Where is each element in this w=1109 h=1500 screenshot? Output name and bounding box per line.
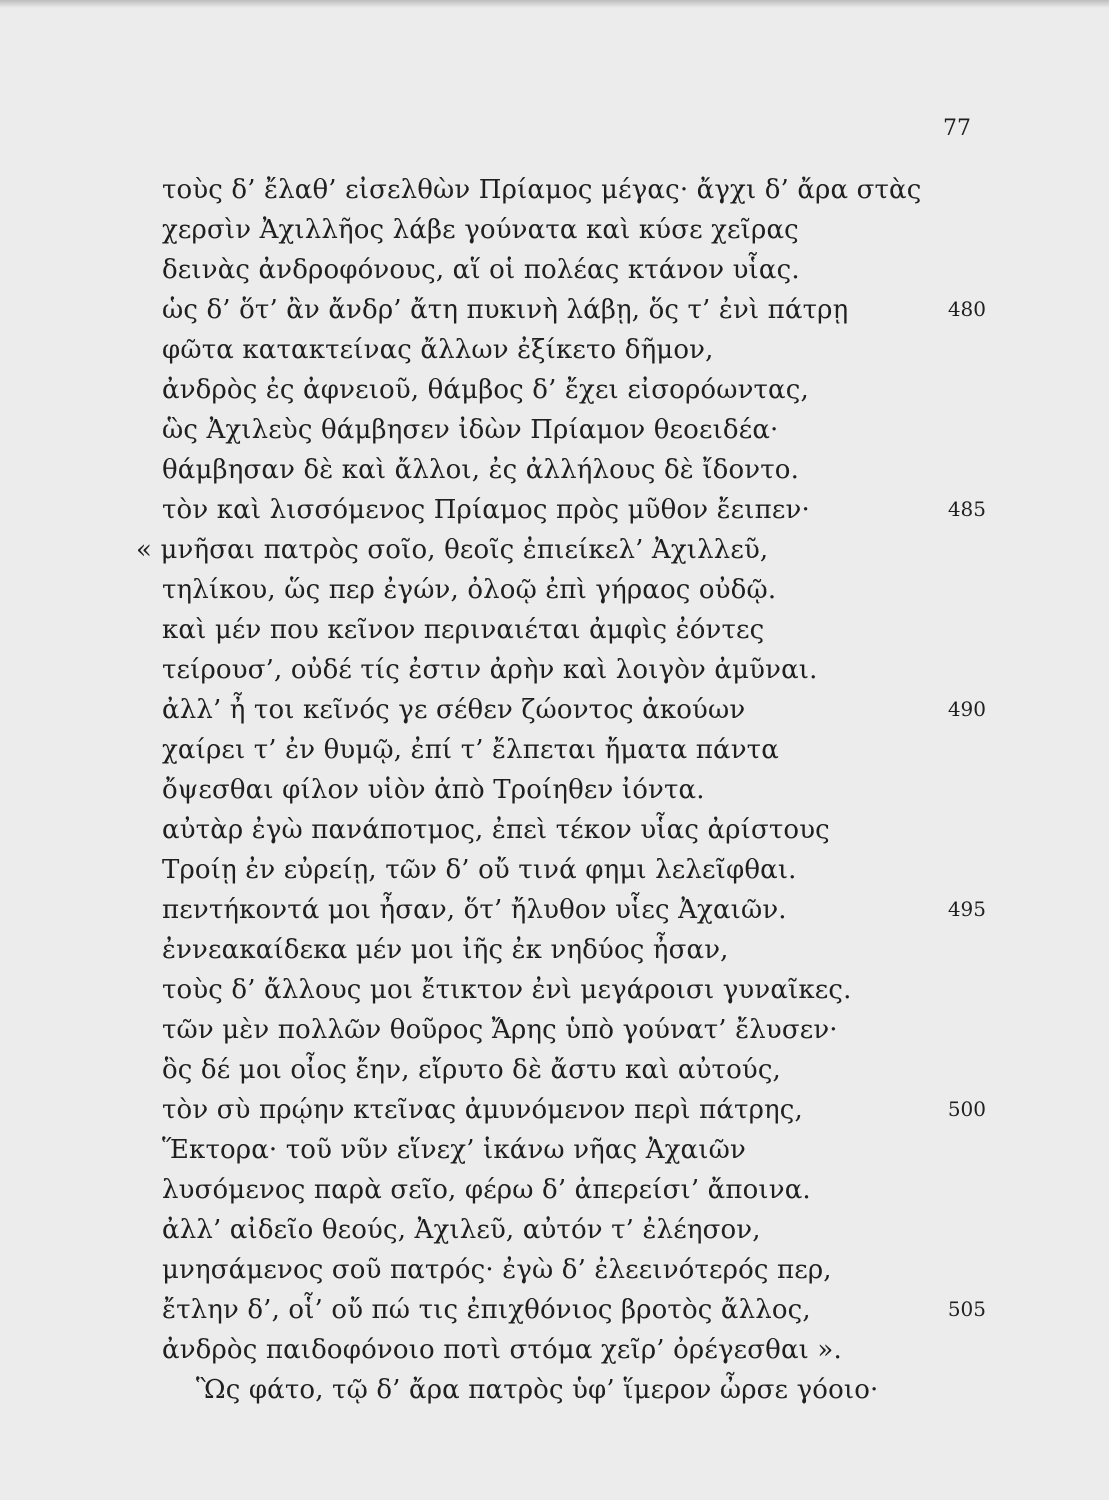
verse-line	[0, 650, 1109, 690]
verse-line	[0, 1010, 1109, 1050]
verse-line	[0, 250, 1109, 290]
verse-text: τὸν σὺ πρῴην κτεῖνας ἀμυνόμενον περὶ πάτρης,	[162, 1095, 803, 1125]
verse-text: ὡς δ’ ὅτ’ ἂν ἄνδρ’ ἄτη πυκινὴ λάβῃ, ὅς τ’ ἐνὶ πάτρῃ	[162, 295, 849, 325]
verse-line	[0, 730, 1109, 770]
verse-line	[0, 450, 1109, 490]
page-number: 77	[943, 116, 971, 141]
verse-line	[0, 1050, 1109, 1090]
verse-line	[0, 370, 1109, 410]
verse-line	[0, 970, 1109, 1010]
verse-line	[0, 890, 1109, 930]
verse-line	[0, 170, 1109, 210]
verse-text: ἀλλ’ αἰδεῖο θεούς, Ἀχιλεῦ, αὐτόν τ’ ἐλέησον,	[162, 1215, 761, 1245]
verse-text: ἔτλην δ’, οἷ’ οὔ πώ τις ἐπιχθόνιος βροτὸς ἄλλος,	[162, 1295, 811, 1325]
verse-text: τὸν καὶ λισσόμενος Πρίαμος πρὸς μῦθον ἔειπεν·	[162, 495, 810, 525]
verse-text: Ἕκτορα· τοῦ νῦν εἵνεχ’ ἱκάνω νῆας Ἀχαιῶν	[162, 1135, 746, 1165]
line-number: 500	[947, 1097, 986, 1121]
verse-line	[0, 610, 1109, 650]
verse-line	[0, 1250, 1109, 1290]
verse-line	[0, 410, 1109, 450]
verse-line	[0, 1370, 1109, 1410]
verse-line	[0, 1290, 1109, 1330]
line-number: 480	[947, 297, 986, 321]
verse-line	[0, 1090, 1109, 1130]
verse-text: ἀνδρὸς παιδοφόνοιο ποτὶ στόμα χεῖρ’ ὀρέγεσθαι ».	[162, 1335, 842, 1365]
verse-line	[0, 1210, 1109, 1250]
verse-text: λυσόμενος παρὰ σεῖο, φέρω δ’ ἀπερείσι’ ἄποινα.	[162, 1175, 811, 1205]
verse-text: θάμβησαν δὲ καὶ ἄλλοι, ἐς ἀλλήλους δὲ ἴδοντο.	[162, 455, 799, 485]
verse-text: ὃς δέ μοι οἶος ἔην, εἴρυτο δὲ ἄστυ καὶ αὐτούς,	[162, 1055, 781, 1085]
verse-text: ὣς Ἀχιλεὺς θάμβησεν ἰδὼν Πρίαμον θεοειδέα·	[162, 415, 779, 445]
verse-text: « μνῆσαι πατρὸς σοῖο, θεοῖς ἐπιείκελ’ Ἀχιλλεῦ,	[136, 535, 769, 565]
line-number: 495	[947, 897, 986, 921]
verse-line	[0, 330, 1109, 370]
verse-text: τείρουσ’, οὐδέ τίς ἐστιν ἀρὴν καὶ λοιγὸν ἀμῦναι.	[162, 655, 818, 685]
verse-line	[0, 770, 1109, 810]
verse-line	[0, 810, 1109, 850]
verse-text: καὶ μέν που κεῖνον περιναιέται ἀμφὶς ἐόντες	[162, 615, 765, 645]
verse-text: αὐτὰρ ἐγὼ πανάποτμος, ἐπεὶ τέκον υἷας ἀρίστους	[162, 815, 830, 845]
verse-line	[0, 570, 1109, 610]
verse-text: τοὺς δ’ ἔλαθ’ εἰσελθὼν Πρίαμος μέγας· ἄγχι δ’ ἄρα στὰς	[162, 175, 922, 205]
verse-text: τοὺς δ’ ἄλλους μοι ἔτικτον ἐνὶ μεγάροισι γυναῖκες.	[162, 975, 852, 1005]
verse-line	[0, 1170, 1109, 1210]
verse-text: φῶτα κατακτείνας ἄλλων ἐξίκετο δῆμον,	[162, 335, 714, 365]
line-number: 505	[947, 1297, 986, 1321]
verse-text: ἀλλ’ ἦ τοι κεῖνός γε σέθεν ζώοντος ἀκούων	[162, 695, 746, 725]
verse-text: ἀνδρὸς ἐς ἀφνειοῦ, θάμβος δ’ ἔχει εἰσορόωντας,	[162, 375, 809, 405]
verse-text: πεντήκοντά μοι ἦσαν, ὅτ’ ἤλυθον υἷες Ἀχαιῶν.	[162, 895, 787, 925]
verse-line	[0, 690, 1109, 730]
verse-line	[0, 530, 1109, 570]
line-number: 490	[947, 697, 986, 721]
verse-text: Τροίῃ ἐν εὐρείῃ, τῶν δ’ οὔ τινά φημι λελεῖφθαι.	[162, 855, 797, 885]
verse-text: τηλίκου, ὥς περ ἐγών, ὀλοῷ ἐπὶ γήραος οὐδῷ.	[162, 575, 777, 605]
verse-line	[0, 490, 1109, 530]
verse-line	[0, 1130, 1109, 1170]
verse-text: χαίρει τ’ ἐν θυμῷ, ἐπί τ’ ἔλπεται ἤματα πάντα	[162, 735, 779, 765]
line-number: 485	[947, 497, 986, 521]
verse-text: ἐννεακαίδεκα μέν μοι ἰῆς ἐκ νηδύος ἦσαν,	[162, 935, 729, 965]
verse-line	[0, 930, 1109, 970]
verse-text: τῶν μὲν πολλῶν θοῦρος Ἄρης ὑπὸ γούνατ’ ἔλυσεν·	[162, 1015, 838, 1045]
verse-line	[0, 850, 1109, 890]
verse-text: δεινὰς ἀνδροφόνους, αἵ οἱ πολέας κτάνον υἷας.	[162, 255, 800, 285]
verse-text: χερσὶν Ἀχιλλῆος λάβε γούνατα καὶ κύσε χεῖρας	[162, 215, 799, 245]
verse-line	[0, 210, 1109, 250]
verse-text: μνησάμενος σοῦ πατρός· ἐγὼ δ’ ἐλεεινότερός περ,	[162, 1255, 832, 1285]
verse-line	[0, 1330, 1109, 1370]
verse-line	[0, 290, 1109, 330]
verse-text: Ὣς φάτο, τῷ δ’ ἄρα πατρὸς ὑφ’ ἵμερον ὦρσε γόοιο·	[196, 1375, 879, 1405]
verse-text: ὄψεσθαι φίλον υἱὸν ἀπὸ Τροίηθεν ἰόντα.	[162, 775, 705, 805]
